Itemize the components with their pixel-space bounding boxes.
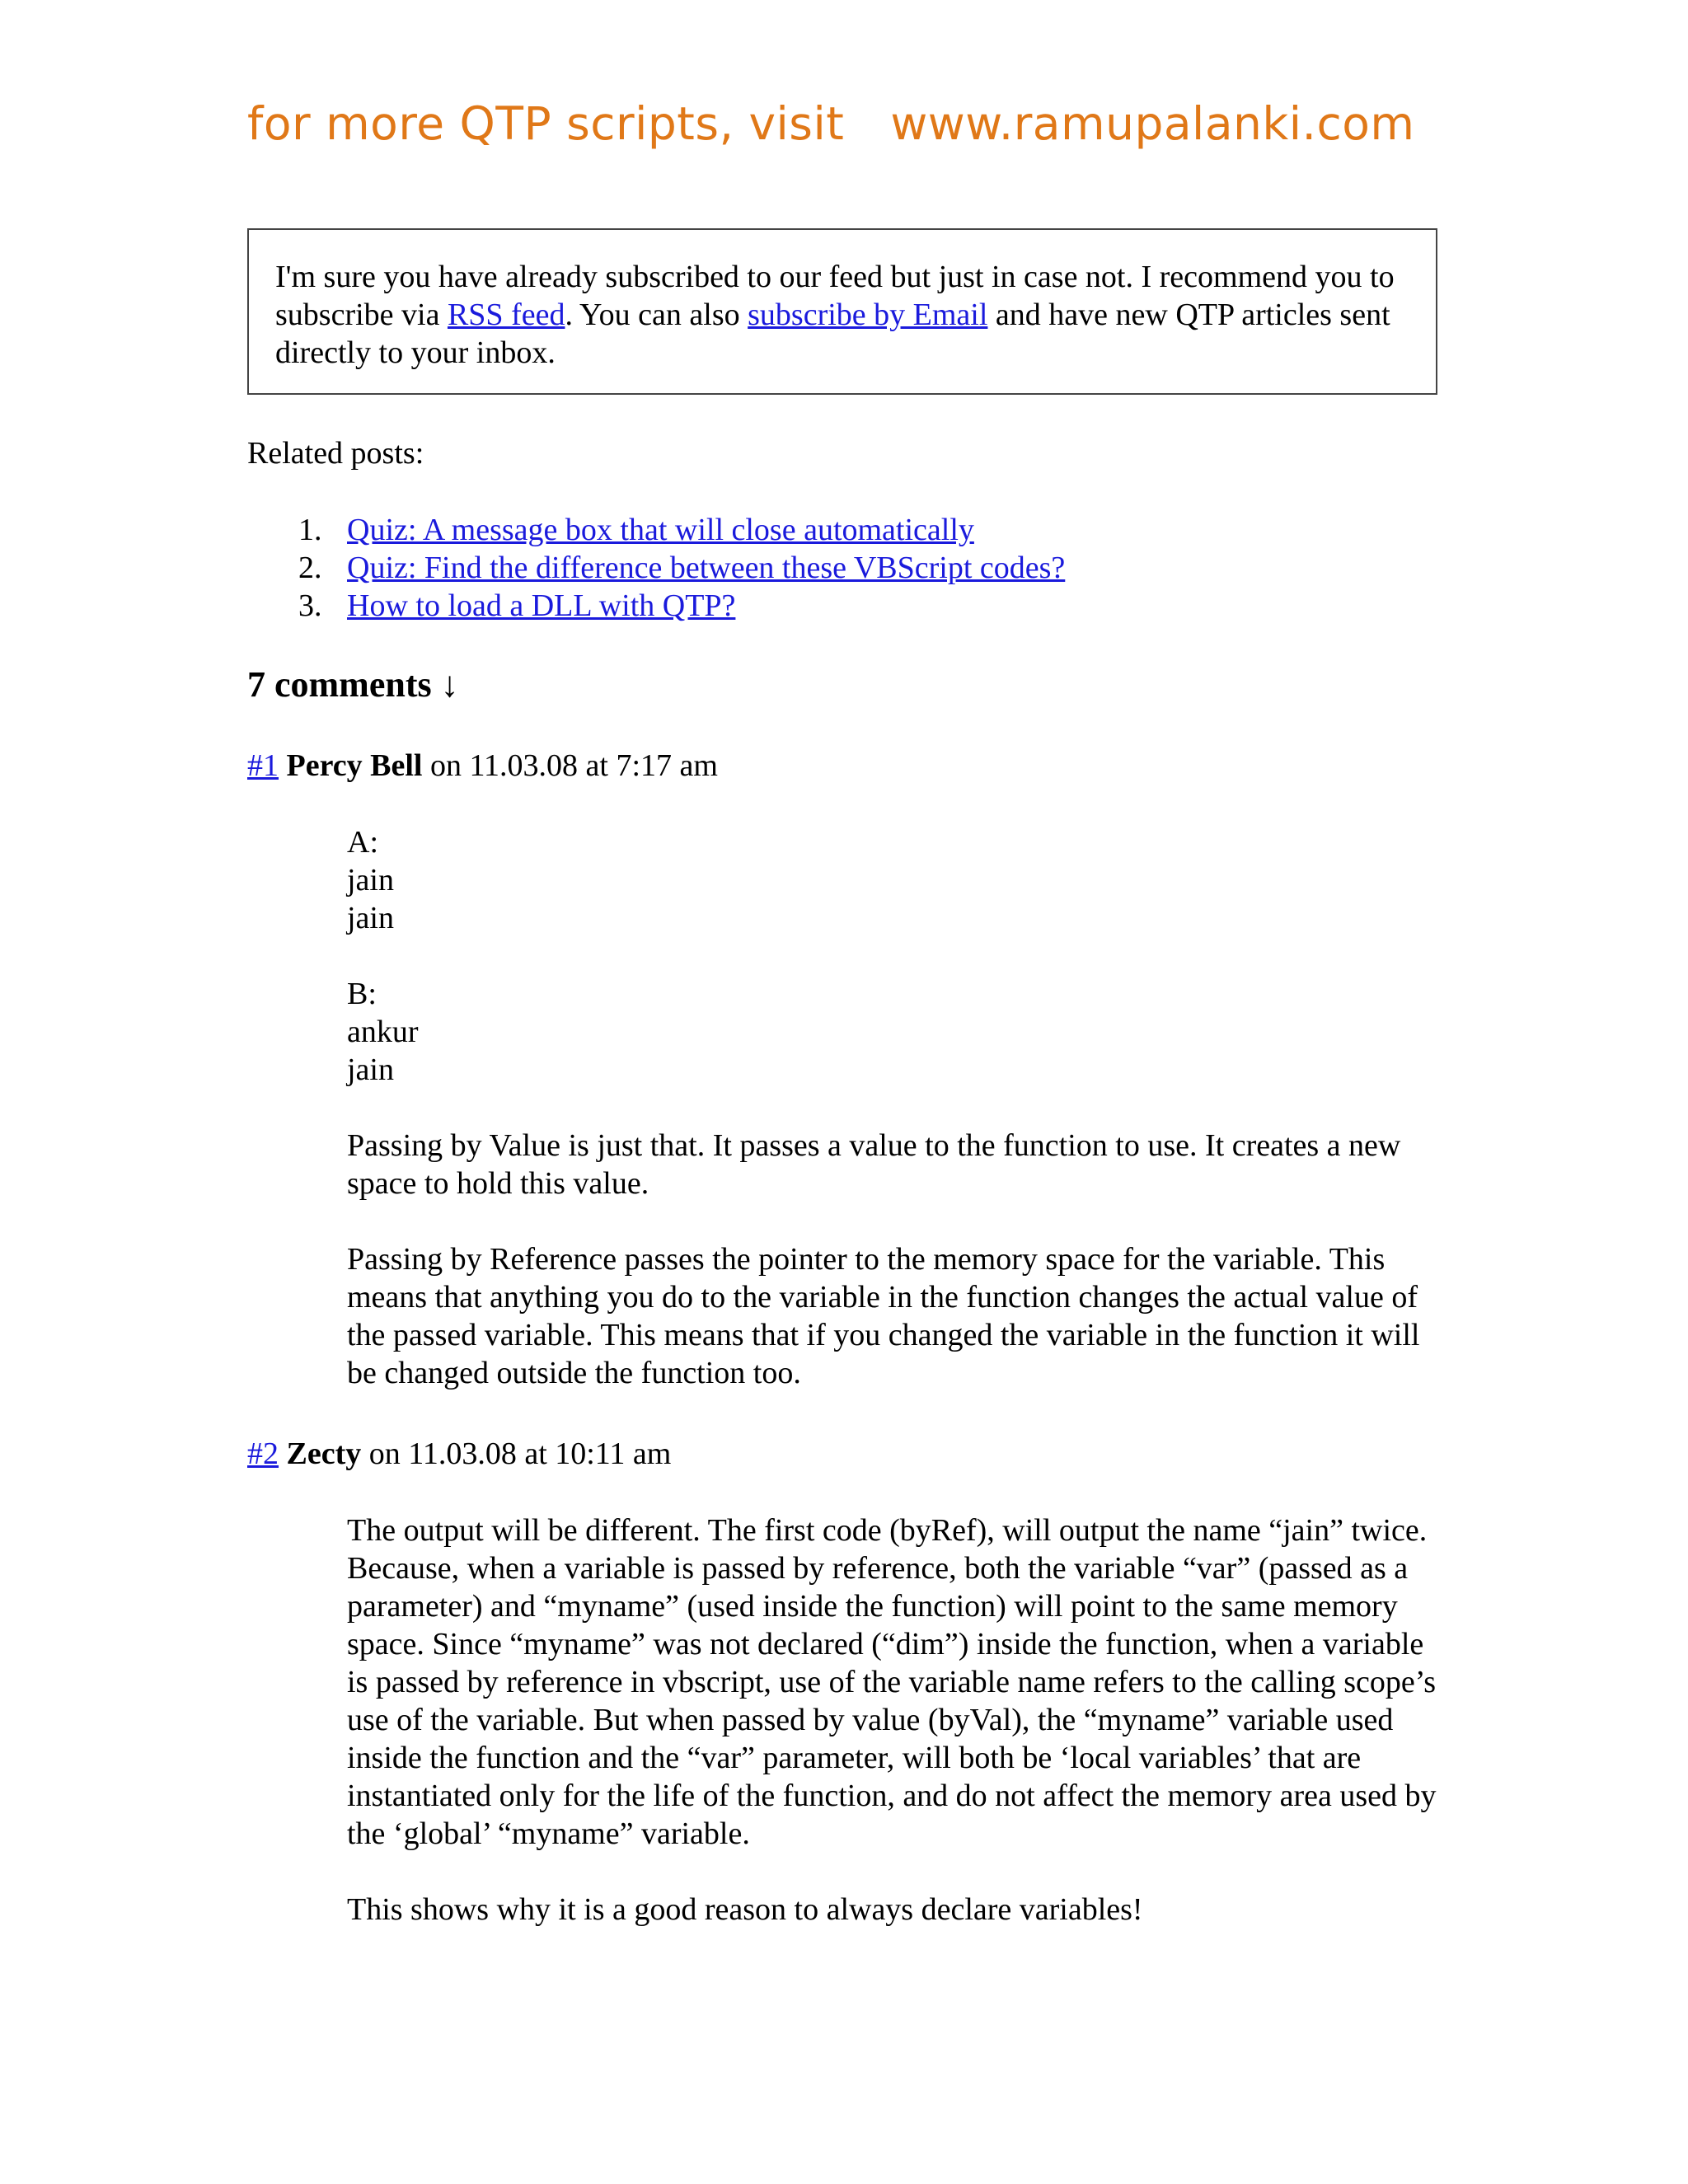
answer-line: ankur: [347, 1015, 419, 1049]
rss-feed-link[interactable]: RSS feed: [447, 298, 565, 332]
subscribe-box: [247, 228, 1437, 395]
related-post-item: [247, 587, 1065, 625]
related-posts-label: Related posts:: [247, 436, 424, 471]
list-number: 1.: [298, 513, 322, 547]
site-promo-header: [247, 97, 1415, 150]
comment-date: on 11.03.08 at 10:11 am: [361, 1436, 672, 1471]
answer-line: A:: [347, 825, 378, 860]
comment-author: Zecty: [286, 1436, 362, 1471]
comment-paragraph: The output will be different. The first code (byRef), will output the name “jain” twice. Because, when a variable is passed by reference, both the variable “var” (passed as a parameter) and “myname” (used inside the function) will point to the same memory space. Since “myname” was not declared (“dim”) inside the function, when a variable is passed by reference in vbscript, use of the variable name refers to the calling scope’s use of the variable. But when passed by value (byVal), the “myname” variable used inside the function and the “var” parameter, will both be ‘local variables’ that are instantiated only for the life of the function, and do not affect the memory area used by the ‘global’ “myname” variable.: [347, 1513, 1437, 1851]
comments-heading: 7 comments ↓: [247, 664, 459, 705]
related-post-link-vbscript-diff[interactable]: Quiz: Find the difference between these VBScript codes?: [347, 551, 1066, 585]
comment-author: Percy Bell: [286, 748, 423, 783]
comment-date: on 11.03.08 at 7:17 am: [422, 748, 718, 783]
list-number: 3.: [298, 588, 322, 623]
comment-paragraph: This shows why it is a good reason to always declare variables!: [347, 1892, 1143, 1927]
comment-paragraph: Passing by Reference passes the pointer to the memory space for the variable. This means that anything you do to the variable in the function changes the actual value of the passed variable. This means that if you changed the variable in the function it will be changed outside the function too.: [347, 1242, 1420, 1390]
comment-meta: [247, 748, 718, 784]
subscribe-text-3: and have new QTP articles sent directly to your inbox.: [275, 298, 1390, 370]
related-posts-list: [247, 511, 1065, 625]
subscribe-text-1: I'm sure you have already subscribed to our feed but just in case not. I recommend you to subscribe via: [275, 260, 1395, 332]
answer-line: jain: [347, 901, 394, 935]
comment-body: [347, 1511, 1443, 1929]
related-post-item: [247, 511, 1065, 549]
promo-site-url: www.ramupalanki.com: [890, 97, 1415, 150]
comment-answer-b: [347, 975, 1443, 1089]
promo-text: for more QTP scripts, visit: [247, 97, 845, 150]
comment-anchor-link[interactable]: #1: [247, 748, 279, 783]
comment-paragraph: Passing by Value is just that. It passes a value to the function to use. It creates a new space to hold this value.: [347, 1128, 1401, 1201]
related-post-item: [247, 549, 1065, 587]
answer-line: jain: [347, 863, 394, 898]
related-post-link-message-box[interactable]: Quiz: A message box that will close automatically: [347, 513, 974, 547]
answer-line: jain: [347, 1052, 394, 1087]
comment-body: [347, 823, 1443, 1392]
answer-line: B:: [347, 977, 377, 1011]
subscribe-email-link[interactable]: subscribe by Email: [748, 298, 988, 332]
comment-anchor-link[interactable]: #2: [247, 1436, 279, 1471]
subscribe-text-2: . You can also: [565, 298, 748, 332]
related-post-link-load-dll[interactable]: How to load a DLL with QTP?: [347, 588, 736, 623]
comment-meta: [247, 1436, 671, 1472]
list-number: 2.: [298, 551, 322, 585]
comment-answer-a: [347, 823, 1443, 937]
